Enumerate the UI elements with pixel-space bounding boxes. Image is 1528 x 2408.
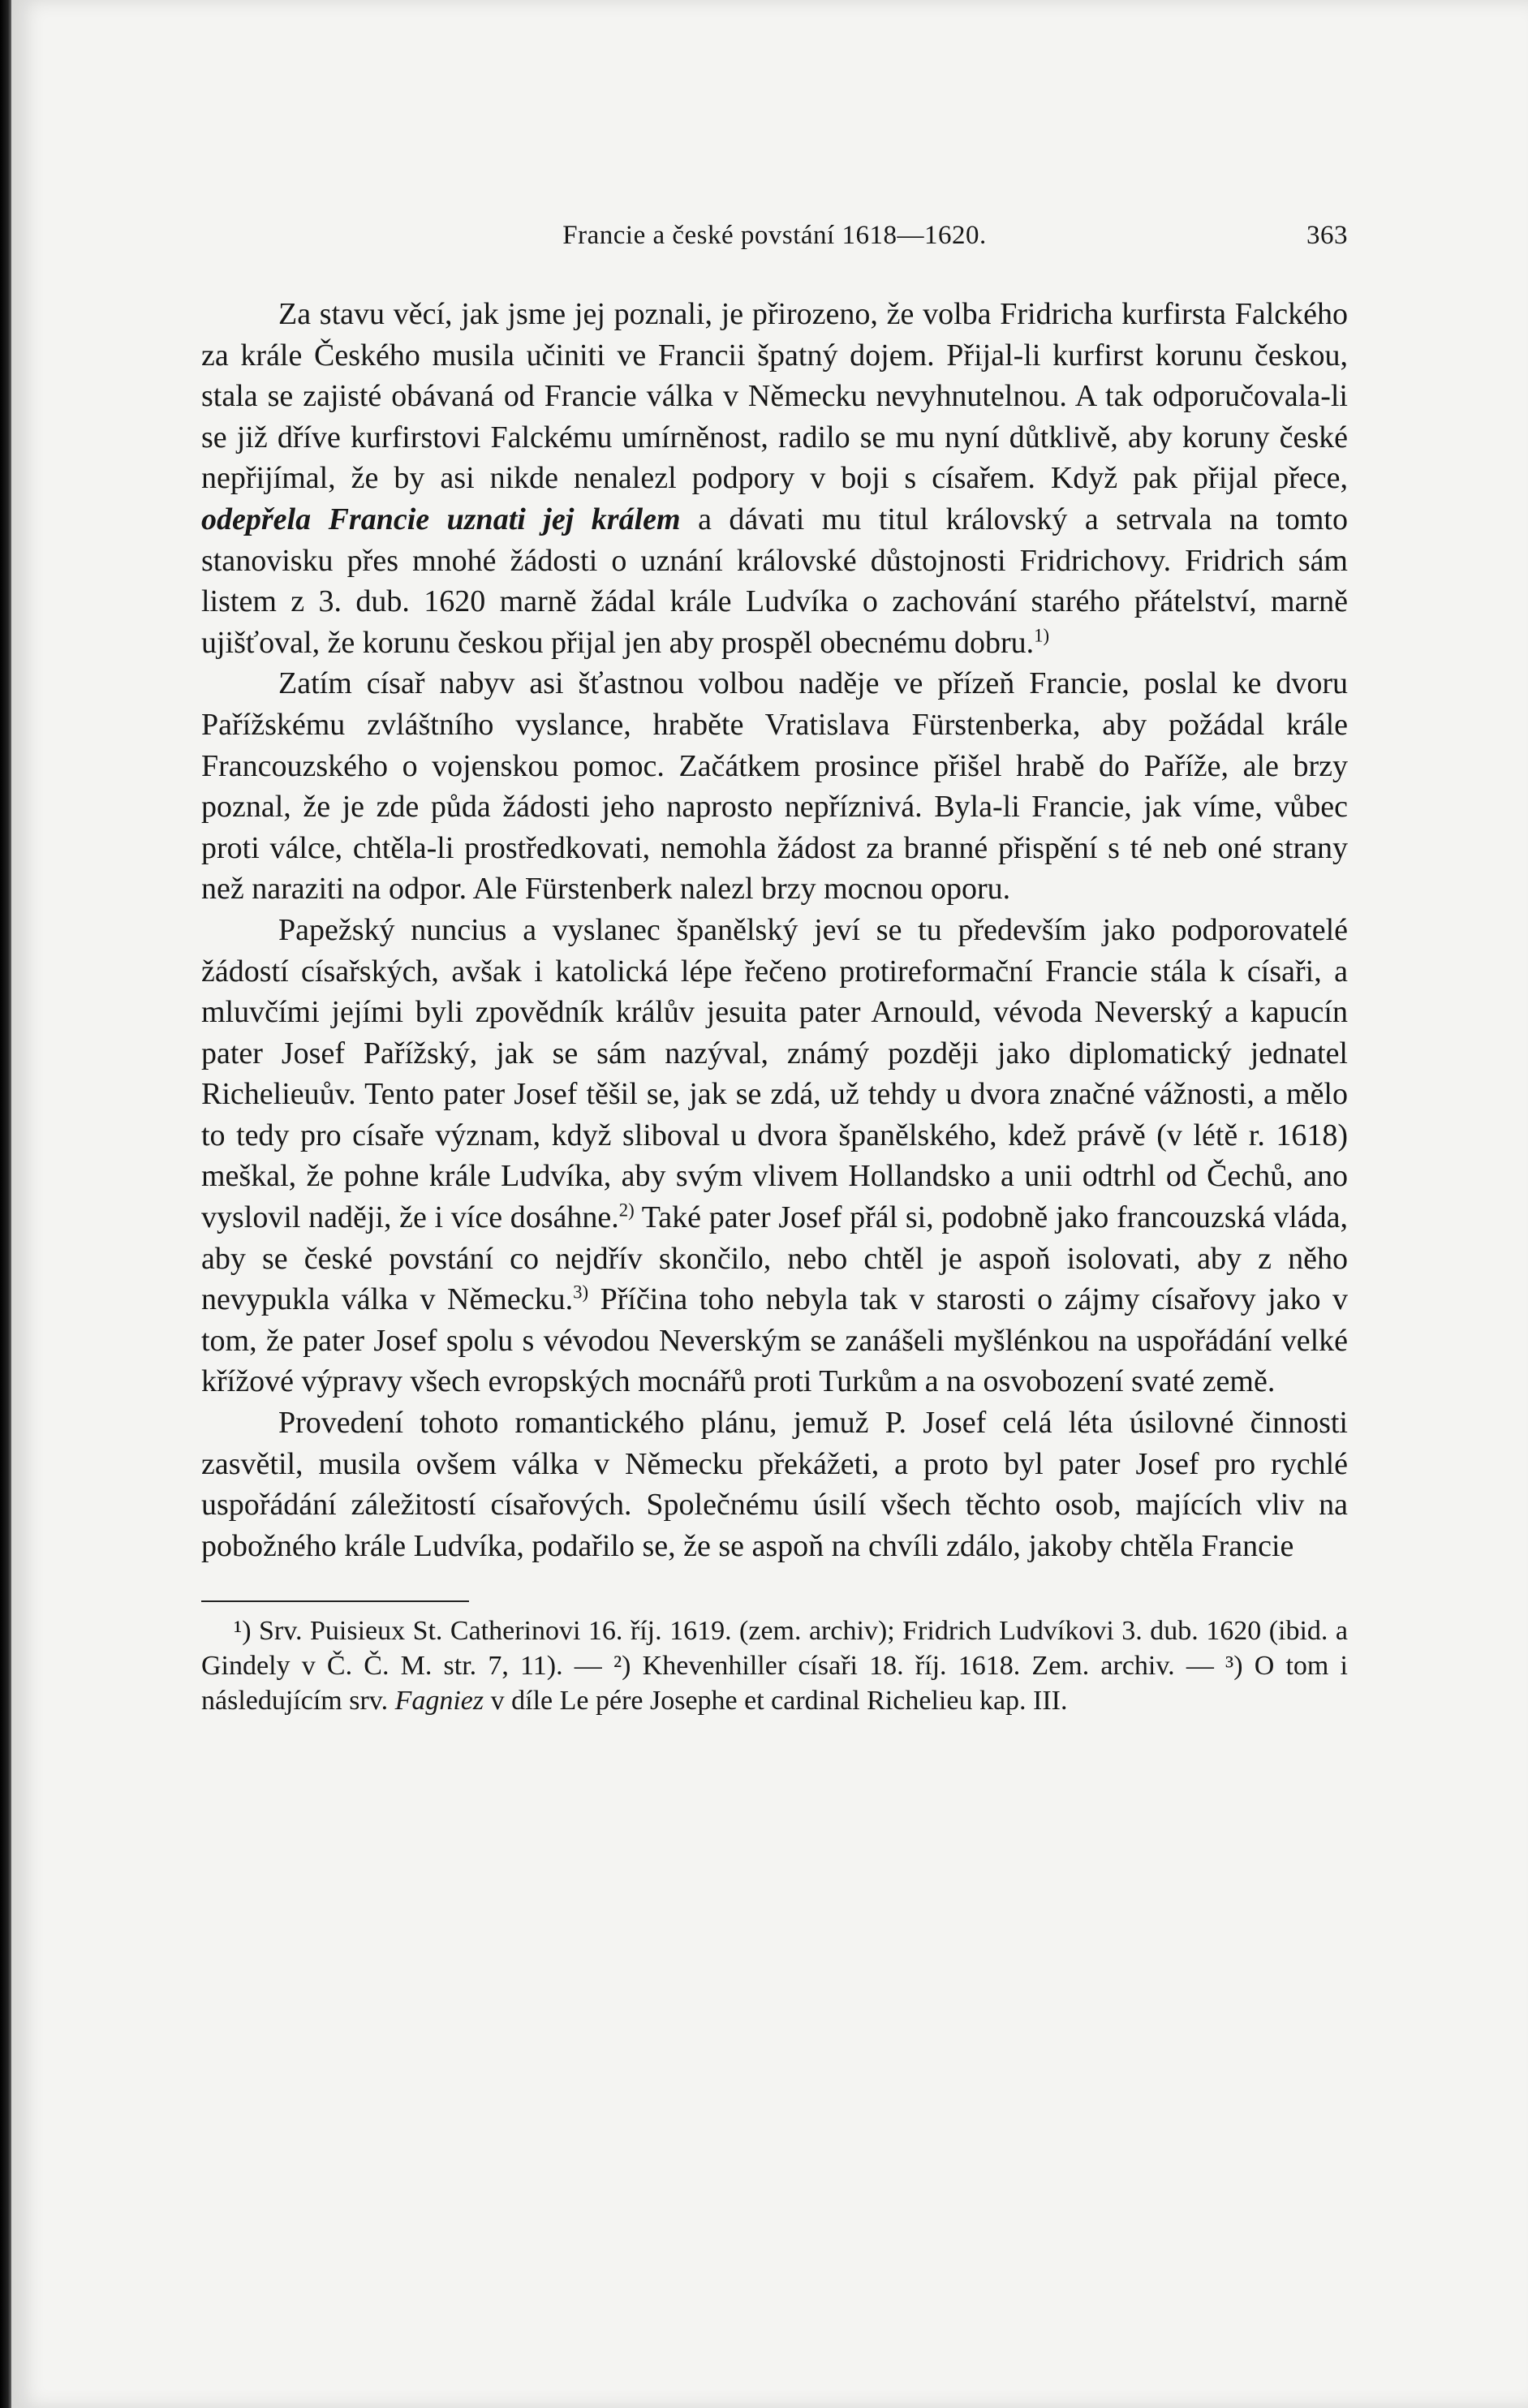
footnotes bbox=[201, 1613, 1348, 1718]
body-text bbox=[201, 294, 1348, 1566]
paragraph-1-text-b: a dávati mu titul královský a setrvala na tomto stanovisku přes mnohé žádosti o uznání královské důstojnosti Fridrichovy. Fridrich sám listem z 3. dub. 1620 marně žádal krále Ludvíka o zachování starého přátelství, marně ujišťoval, že korunu českou přijal jen aby prospěl obecnému dobru. bbox=[201, 502, 1348, 660]
paragraph-3-text-b: Také pater Josef přál si, podobně jako francouzská vláda, aby se české povstání co nejdřív skončilo, nebo chtěl je aspoň isolovati, aby z něho nevypukla válka v Německu. bbox=[201, 1200, 1348, 1317]
running-title: Francie a české povstání 1618—1620. bbox=[562, 221, 987, 250]
page-edge-shadow bbox=[0, 0, 11, 2408]
footnote-text-b: v díle Le pére Josephe et cardinal Richelieu kap. III. bbox=[484, 1686, 1068, 1717]
paragraph-1-emphasis: odepřela Francie uznati jej králem bbox=[201, 502, 681, 536]
paragraph-3-text-a: Papežský nuncius a vyslanec španělský jeví se tu především jako podporovatelé žádostí císařských, avšak i katolická lépe řečeno protireformační Francie stála k císaři, a mluvčími jejími byli zpovědník králův jesuita pater Arnould, vévoda Neverský a kapucín pater Josef Pařížský, jak se sám nazýval, známý později jako diplomatický jednatel Richelieuův. Tento pater Josef těšil se, jak se zdá, už tehdy u dvora značné vážnosti, a mělo to tedy pro císaře význam, když sliboval u dvora španělského, kdež právě (v létě r. 1618) meškal, že pohne krále Ludvíka, aby svým vlivem Hollandsko a unii odtrhl od Čechů, ano vyslovil naději, že i více dosáhne. bbox=[201, 912, 1348, 1235]
paragraph-3-text-c: Příčina toho nebyla tak v starosti o zájmy císařovy jako v tom, že pater Josef spolu s vévodou Neverským se zanášeli myšlénkou na uspořádání velké křížové výpravy všech evropských mocnářů proti Turkům a na osvobození svaté země. bbox=[201, 1282, 1348, 1399]
paragraph-1-text-a: Za stavu věcí, jak jsme jej poznali, je přirozeno, že volba Fridricha kurfirsta Falckého za krále Českého musila učiniti ve Francii špatný dojem. Přijal-li kurfirst korunu českou, stala se zajisté obávaná od Francie válka v Německu nevyhnutelnou. A tak odporučovala-li se již dříve kurfirstovi Falckému umírněnost, radilo se mu nyní důtklivě, aby koruny české nepřijímal, že by asi nikde nenalezl podpory v boji s císařem. Když pak přijal přece, bbox=[201, 297, 1348, 496]
footnote-ref-2: 2) bbox=[618, 1200, 635, 1221]
paragraph-2: Zatím císař nabyv asi šťastnou volbou naděje ve přízeň Francie, poslal ke dvoru Pařížskému zvláštního vyslance, hraběte Vratislava Fürstenberka, aby požádal krále Francouzského o vojenskou pomoc. Začátkem prosince přišel hrabě do Paříže, ale brzy poznal, že je zde půda žádosti jeho naprosto nepříznivá. Byla-li Francie, jak víme, vůbec proti válce, chtěla-li prostředkovati, nemohla žádost za branné přispění s té neb oné strany než naraziti na odpor. Ale Fürstenberk nalezl brzy mocnou oporu. bbox=[201, 666, 1348, 907]
footnote-ref-3: 3) bbox=[573, 1282, 589, 1303]
footnote-divider bbox=[201, 1600, 469, 1602]
running-header bbox=[201, 218, 1348, 266]
footnote-text-a: ¹) Srv. Puisieux St. Catherinovi 16. říj. 1619. (zem. archiv); Fridrich Ludvíkovi 3. dub. 1620 (ibid. a Gindely v Č. Č. M. str. 7, 11). — ²) Khevenhiller císaři 18. říj. 1618. Zem. archiv. — ³) O tom i následujícím srv. bbox=[201, 1616, 1348, 1717]
page-content bbox=[201, 218, 1348, 1718]
footnote-emphasis: Fagniez bbox=[394, 1686, 484, 1717]
paragraph-1 bbox=[201, 294, 1348, 663]
book-page bbox=[11, 0, 1528, 2408]
footnote-ref-1: 1) bbox=[1034, 625, 1050, 646]
paragraph-4: Provedení tohoto romantického plánu, jemuž P. Josef celá léta úsilovné činnosti zasvětil, musila ovšem válka v Německu překážeti, a proto byl pater Josef pro rychlé uspořádání záležitostí císařových. Společnému úsilí všech těchto osob, majících vliv na pobožného krále Ludvíka, podařilo se, že se aspoň na chvíli zdálo, jakoby chtěla Francie bbox=[201, 1406, 1348, 1563]
paragraph-3 bbox=[201, 910, 1348, 1402]
footnote-block bbox=[201, 1613, 1348, 1718]
page-number: 363 bbox=[1306, 221, 1348, 250]
